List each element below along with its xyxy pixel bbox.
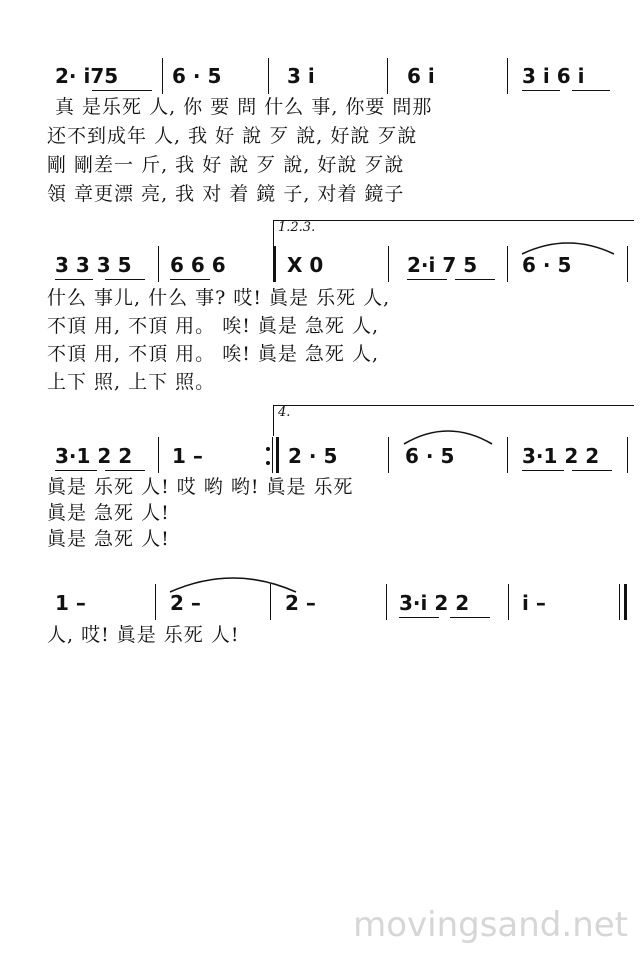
measure-3-3: 2 · 5 (288, 444, 338, 468)
volta-bracket: 4. (273, 405, 634, 436)
repeat-dot (266, 447, 270, 451)
lyric-line: 領 章更漂 亮, 我 对 着 鏡 子, 对着 鏡子 (47, 183, 405, 205)
lyric-line: 不頂 用, 不頂 用。 唉! 眞是 急死 人, (47, 315, 379, 337)
measure-4-5: i – (522, 591, 546, 615)
underline (105, 279, 145, 280)
measure-1-4: 6 i (407, 64, 435, 88)
barline (507, 246, 508, 282)
barline (508, 584, 509, 620)
lyric-line: 什么 事儿, 什么 事? 哎! 眞是 乐死 人, (47, 287, 391, 309)
barline (155, 584, 156, 620)
measure-2-5: 6 · 5 (522, 253, 572, 277)
repeat-barline (273, 246, 276, 282)
barline (627, 437, 628, 473)
watermark-text: movingsand.net (353, 905, 628, 945)
measure-3-4: 6 · 5 (405, 444, 455, 468)
underline (572, 90, 610, 91)
barline (388, 246, 389, 282)
barline (627, 246, 628, 282)
barline (507, 58, 508, 94)
barline (507, 437, 508, 473)
underline (407, 279, 447, 280)
measure-1-1: 2· i75 (55, 64, 119, 88)
final-barline-thick (624, 584, 627, 620)
underline (450, 617, 490, 618)
slur-arc (400, 424, 496, 446)
volta-bracket: 1.2.3. (273, 220, 634, 251)
measure-2-3: X 0 (287, 253, 324, 277)
measure-4-2: 2 – (170, 591, 201, 615)
underline (170, 279, 210, 280)
barline (158, 246, 159, 282)
underline (55, 279, 93, 280)
barline (158, 437, 159, 473)
measure-1-2: 6 · 5 (172, 64, 222, 88)
underline (522, 470, 564, 471)
barline (388, 437, 389, 473)
barline (387, 58, 388, 94)
barline (272, 437, 273, 473)
lyric-line: 上下 照, 上下 照。 (47, 371, 216, 393)
lyric-line: 不頂 用, 不頂 用。 唉! 眞是 急死 人, (47, 343, 379, 365)
measure-1-3: 3 i (287, 64, 315, 88)
lyric-line: 眞是 乐死 人! 哎 哟 哟! 眞是 乐死 (47, 476, 354, 498)
lyric-line: 眞是 急死 人! (47, 502, 170, 524)
underline (572, 470, 612, 471)
lyric-line: 真 是乐死 人, 你 要 問 什么 事, 你要 問那 (55, 96, 433, 118)
measure-3-1: 3·1 2 2 (55, 444, 133, 468)
measure-1-5: 3 i 6 i (522, 64, 585, 88)
measure-2-4: 2·i 7 5 (407, 253, 478, 277)
underline (455, 279, 495, 280)
measure-4-3: 2 – (285, 591, 316, 615)
measure-4-1: 1 – (55, 591, 86, 615)
barline (268, 58, 269, 94)
lyric-line: 眞是 急死 人! (47, 528, 170, 550)
barline (386, 584, 387, 620)
measure-3-2: 1 – (172, 444, 203, 468)
underline (55, 470, 97, 471)
underline (105, 470, 145, 471)
underline (399, 617, 439, 618)
measure-3-5: 3·1 2 2 (522, 444, 600, 468)
underline (522, 90, 560, 91)
repeat-dot (266, 461, 270, 465)
lyric-line: 剛 剛差一 斤, 我 好 說 歹 說, 好說 歹說 (47, 154, 405, 176)
measure-4-4: 3·i 2 2 (399, 591, 470, 615)
slur-arc (518, 236, 618, 256)
measure-2-1: 3 3 3 5 (55, 253, 132, 277)
lyric-line: 还不到成年 人, 我 好 說 歹 說, 好說 歹說 (47, 125, 418, 147)
lyric-line: 人, 哎! 眞是 乐死 人! (47, 624, 240, 646)
barline (270, 584, 271, 620)
final-barline (619, 584, 620, 620)
repeat-barline (276, 437, 279, 473)
barline (162, 58, 163, 94)
measure-2-2: 6 6 6 (170, 253, 226, 277)
underline (92, 90, 152, 91)
